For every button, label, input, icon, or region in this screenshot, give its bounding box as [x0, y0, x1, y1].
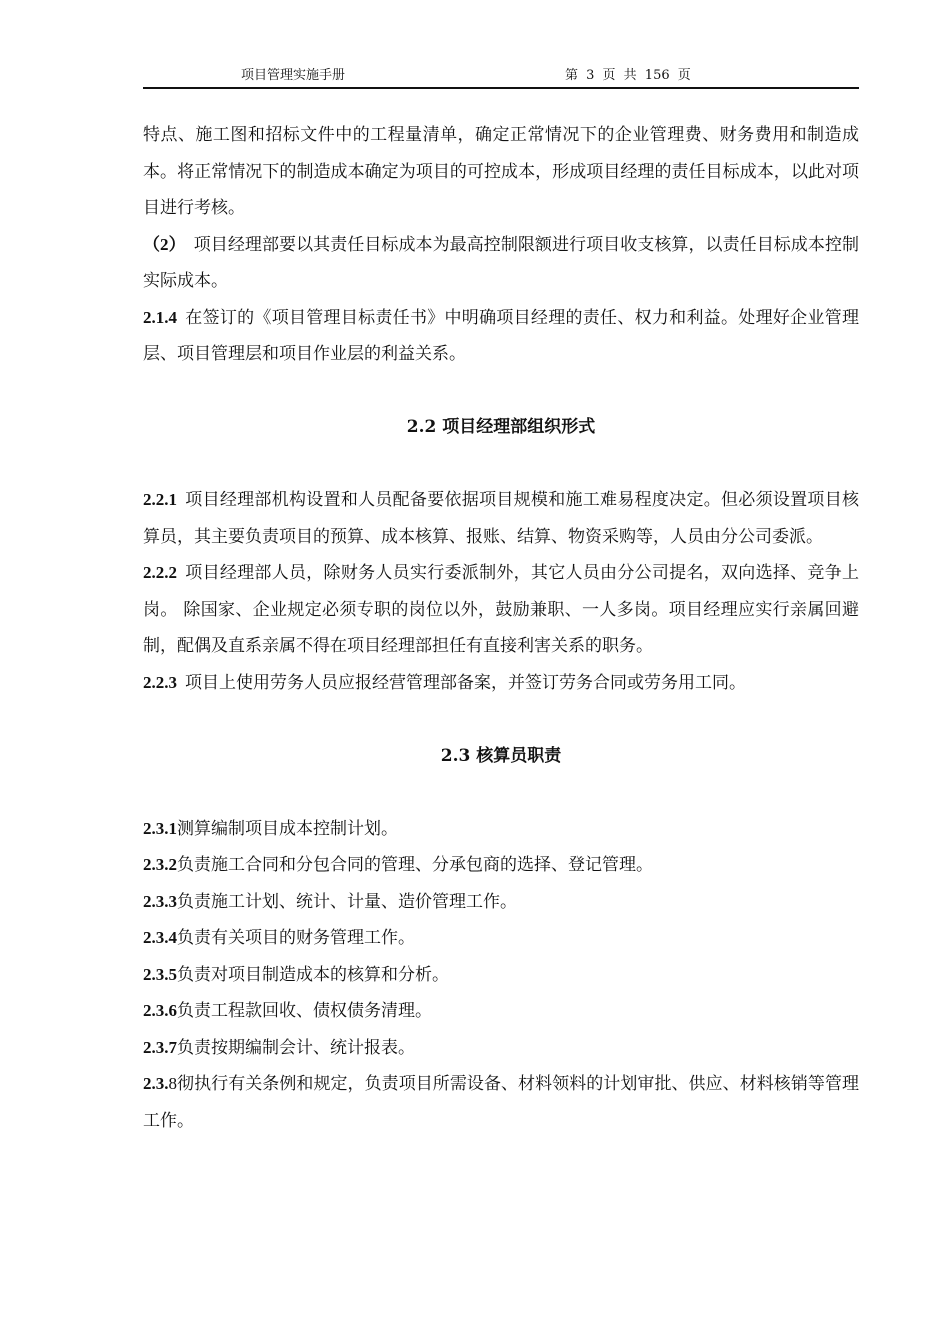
paragraph-2-3-8 — [143, 1066, 859, 1139]
paragraph-2-2-3 — [143, 665, 859, 702]
paragraph-number: 2.3.1 — [143, 818, 177, 838]
document-body — [143, 117, 859, 1139]
paragraph-number-tail: 8 — [168, 1074, 177, 1093]
paragraph-2-3-7 — [143, 1030, 859, 1067]
paragraph-number: 2.3.2 — [143, 855, 177, 874]
paragraph-number: 2.3. — [143, 1074, 169, 1093]
paragraph-text: 项目经理部要以其责任目标成本为最高控制限额进行项目收支核算，以责任目标成本控制实际成本。 — [143, 234, 860, 291]
paragraph-text: 在签订的《项目管理目标责任书》中明确项目经理的责任、权力和利益。处理好企业管理层、项目管理层和项目作业层的利益关系。 — [143, 307, 859, 364]
paragraph-text: 负责按期编制会计、统计报表。 — [177, 1037, 415, 1058]
paragraph-text: 项目经理部机构设置和人员配备要依据项目规模和施工难易程度决定。但必须设置项目核算员，其主要负责项目的预算、成本核算、报账、结算、物资采购等，人员由分公司委派。 — [143, 490, 859, 547]
paragraph-2-3-4 — [143, 920, 859, 957]
paragraph-text: 负责施工计划、统计、计量、造价管理工作。 — [177, 891, 517, 912]
paragraph-2-3-6 — [143, 993, 859, 1030]
paragraph-text: 负责对项目制造成本的核算和分析。 — [177, 964, 449, 985]
paragraph-2-3-1 — [143, 811, 859, 848]
header-title: 项目管理实施手册 — [241, 68, 346, 83]
paragraph-2-3-2 — [143, 847, 859, 884]
paragraph-text: 特点、施工图和招标文件中的工程量清单，确定正常情况下的企业管理费、财务费用和制造成本。将正常情况下的制造成本确定为项目的可控成本，形成项目经理的责任目标成本，以此对项目进行考核。 — [143, 125, 859, 218]
paragraph-text: 测算编制项目成本控制计划。 — [177, 818, 398, 839]
paragraph-2-3-3 — [143, 884, 859, 921]
page-header — [143, 66, 859, 86]
section-heading-2-2: 2.2 项目经理部组织形式 — [406, 417, 596, 437]
paragraph-continuation — [143, 117, 859, 227]
paragraph-number: 2.3.6 — [143, 1001, 177, 1020]
paragraph-2-1-4 — [143, 300, 859, 373]
paragraph-2-2-1 — [143, 482, 859, 555]
paragraph-number: 2.3.4 — [143, 928, 177, 947]
paragraph-text: 项目上使用劳务人员应报经营管理部备案，并签订劳务合同或劳务用工同。 — [185, 672, 746, 693]
section-heading-2-3: 2.3 核算员职责 — [440, 745, 562, 766]
paragraph-2-2-2 — [143, 555, 859, 665]
paragraph-2-3-5 — [143, 957, 859, 994]
paragraph-number: 2.2.2 — [143, 563, 177, 582]
header-page-info: 第 3 页 共 156 页 — [565, 68, 691, 83]
paragraph-text: 项目经理部人员，除财务人员实行委派制外，其它人员由分公司提名，双向选择、竞争上岗。 除国家、企业规定必须专职的岗位以外，鼓励兼职、一人多岗。项目经理应实行亲属回避制，配偶及直系亲属不得在项目经理部担任有直接利害关系的职务。 — [143, 563, 859, 656]
paragraph-number: （2） — [143, 234, 186, 254]
paragraph-text: 彻执行有关条例和规定，负责项目所需设备、材料领料的计划审批、供应、材料核销等管理工作。 — [143, 1074, 859, 1131]
paragraph-text: 负责有关项目的财务管理工作。 — [177, 928, 415, 948]
paragraph-text: 负责施工合同和分包合同的管理、分承包商的选择、登记管理。 — [177, 855, 653, 875]
paragraph-item-2 — [143, 227, 859, 300]
paragraph-number: 2.2.1 — [143, 490, 177, 509]
header-rule — [143, 87, 859, 89]
paragraph-text: 负责工程款回收、债权债务清理。 — [177, 1001, 432, 1021]
paragraph-number: 2.1.4 — [143, 307, 177, 327]
paragraph-number: 2.3.3 — [143, 891, 177, 911]
paragraph-number: 2.2.3 — [143, 672, 177, 692]
paragraph-number: 2.3.7 — [143, 1037, 177, 1057]
paragraph-number: 2.3.5 — [143, 964, 177, 984]
